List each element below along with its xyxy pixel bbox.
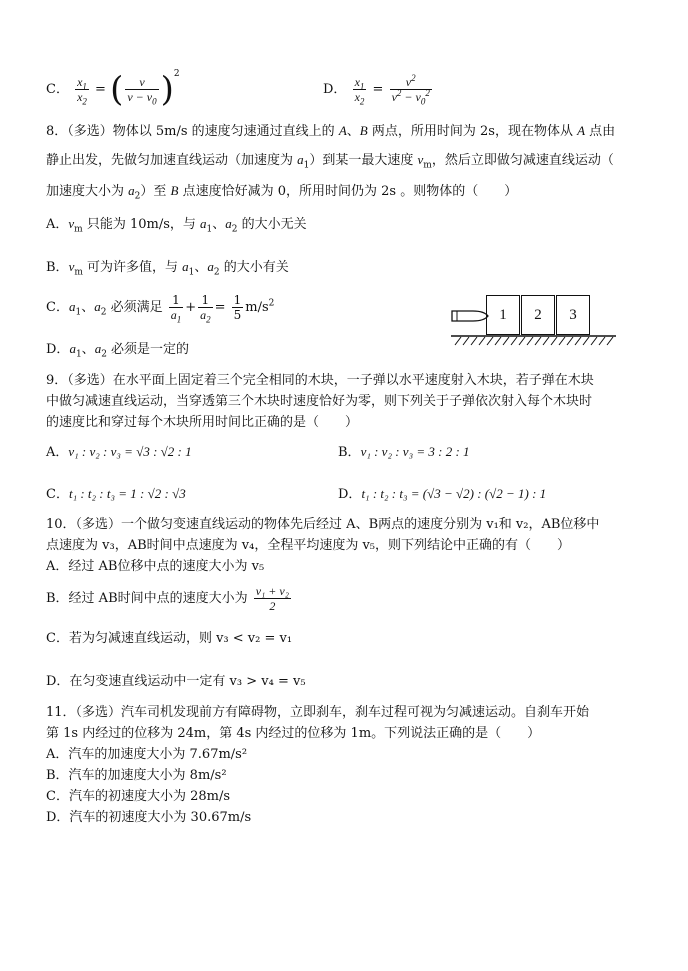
q9-option-b: B．v₁ : v₂ : v₃ = 3 : 2 : 1 bbox=[338, 444, 470, 460]
bullet-blocks-figure bbox=[447, 295, 617, 353]
q7-option-d: D． $\frac{x_1}{x_2}$ = $\frac{v^2}{v^2 - v_0^2}$ bbox=[323, 73, 430, 107]
q11-line1: 11．（多选）汽车司机发现前方有障碍物，立即刹车，刹车过程可视为匀减速运动。自刹车开始 bbox=[46, 705, 590, 720]
q11-option-a: A．汽车的加速度大小为 7.67m/s² bbox=[46, 747, 248, 762]
q11-option-b: B．汽车的加速度大小为 8m/s² bbox=[46, 768, 227, 783]
block-3: 3 bbox=[556, 295, 590, 335]
bullet-icon bbox=[451, 308, 491, 324]
q9-line2: 中做匀减速直线运动，当穿透第三个木块时速度恰好为零，则下列关于子弹依次射入每个木块时 bbox=[46, 394, 593, 409]
q9-option-a: A．v₁ : v₂ : v₃ = √3 : √2 : 1 bbox=[46, 444, 192, 460]
q7-option-c: C． $\frac{x_1}{x_2}$ = ( $\frac{v}{v - v_0}$ )$^2$ bbox=[46, 68, 180, 110]
q8-option-c: C．$a_1$、$a_2$ 必须满足 $\frac{1}{a_1}$ + $\frac{1}{a_2}$ = $\frac{1}{5}$ $m/s^2$ bbox=[46, 293, 275, 325]
block-1: 1 bbox=[486, 295, 520, 335]
q11-line2: 第 1s 内经过的位移为 24m，第 4s 内经过的位移为 1m。下列说法正确的是（ ） bbox=[46, 726, 541, 741]
q10-line2: 点速度为 v₃，AB时间中点速度为 v₄，全程平均速度为 v₅，则下列结论中正确的有（ ） bbox=[46, 538, 571, 553]
q9-line1: 9．（多选）在水平面上固定着三个完全相同的木块，一子弹以水平速度射入木块，若子弹在木块 bbox=[46, 373, 594, 388]
q10-option-d: D．在匀变速直线运动中一定有 v₃ > v₄ = v₅ bbox=[46, 674, 306, 689]
q9-option-c: C．t₁ : t₂ : t₃ = 1 : √2 : √3 bbox=[46, 486, 186, 502]
q9-option-d: D．t₁ : t₂ : t₃ = (√3 − √2) : (√2 − 1) : 1 bbox=[338, 486, 547, 502]
q11-option-c: C．汽车的初速度大小为 28m/s bbox=[46, 789, 230, 804]
q10-option-b: B．经过 AB时间中点的速度大小为 $\frac{\text{v₁ + v₂}}{2}$ bbox=[46, 584, 289, 613]
q10-line1: 10．（多选）一个做匀变速直线运动的物体先后经过 A、B两点的速度分别为 v₁和 v₂，AB位移中 bbox=[46, 517, 600, 532]
q8-line2: 静止出发，先做匀加速直线运动（加速度为 $a_1$）到某一最大速度 $v_m$，然后立即做匀减速直线运动（ bbox=[46, 152, 614, 171]
q7-c-rhs-fraction: $\frac{v}{v - v_0}$ bbox=[127, 75, 157, 107]
q9-line3: 的速度比和穿过每个木块所用时间比正确的是（ ） bbox=[46, 415, 359, 430]
block-2: 2 bbox=[521, 295, 555, 335]
q8-option-a: A．$v_m$ 只能为 10m/s，与 $a_1$、$a_2$ 的大小无关 bbox=[46, 216, 307, 235]
q10-option-c: C．若为匀减速直线运动，则 v₃ < v₂ = v₁ bbox=[46, 631, 293, 646]
ground-hatching bbox=[451, 335, 616, 349]
q8-line1: 8．（多选）物体以 5m/s 的速度匀速通过直线上的 A、B 两点，所用时间为 2s，现在物体从 A 点由 bbox=[46, 123, 616, 139]
q11-option-d: D．汽车的初速度大小为 30.67m/s bbox=[46, 810, 252, 825]
q10-option-a: A．经过 AB位移中点的速度大小为 v₅ bbox=[46, 559, 265, 574]
q8-option-b: B．$v_m$ 可为许多值，与 $a_1$、$a_2$ 的大小有关 bbox=[46, 259, 289, 278]
q8-option-d: D．$a_1$、$a_2$ 必须是一定的 bbox=[46, 341, 190, 360]
q8-line3: 加速度大小为 $a_2$）至 B 点速度恰好减为 0，所用时间仍为 2s 。则物体的（ ） bbox=[46, 183, 518, 202]
q7-c-lhs-fraction: $\frac{x_1}{x_2}$ bbox=[77, 75, 87, 107]
